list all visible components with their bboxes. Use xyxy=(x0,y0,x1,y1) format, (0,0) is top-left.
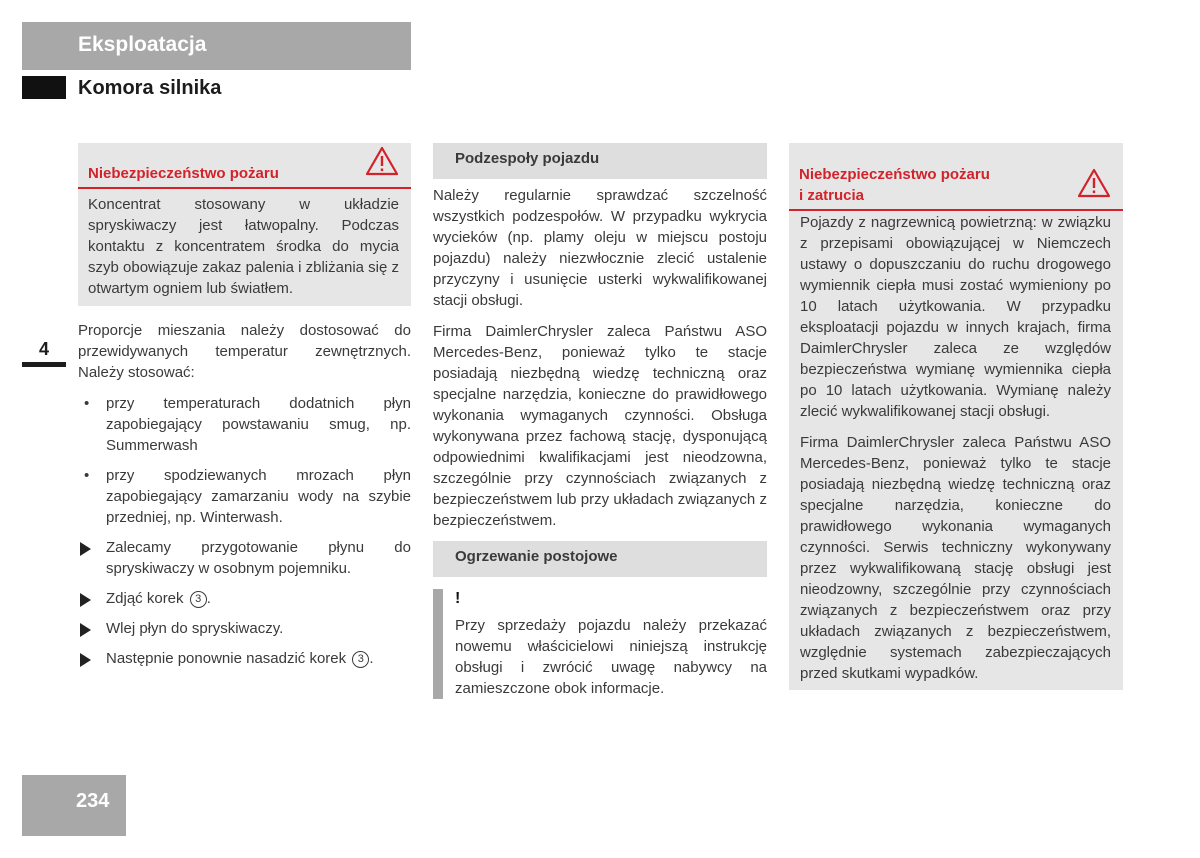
heat-exchanger-paragraph: Pojazdy z nagrzewnicą powietrzną: w związku z przepisami obowiązującej w Niemczech ustawy o dopuszczaniu do ruchu drogowego wymiennik ciepła musi zostać wymieniony po 10 latach użytkowania. W przypadku eksploatacji pojazdu w innych krajach, firma DaimlerChrysler zaleca ze względów bezpieczeństwa wymianę wymiennika ciepła po 10 latach użytkowania. Wymianę należy zlecić wykwalifikowanej stacji obsługi. xyxy=(800,214,1111,420)
warning-header xyxy=(78,143,411,189)
column-2 xyxy=(433,143,767,699)
warning-text: Koncentrat stosowany w układzie spryskiwaczy jest łatwopalny. Podczas kontaktu z koncentratem środka do mycia szyb obowiązuje zakaz palenia i zbliżania się z otwartym ogniem lub światłem. xyxy=(88,196,400,297)
reference-number: 3 xyxy=(190,591,207,608)
note-block xyxy=(433,589,767,699)
triangle-arrow-icon xyxy=(80,653,91,667)
section-title: Eksploatacja xyxy=(78,33,207,56)
step-item: Następnie ponownie nasadzić korek 3 . xyxy=(78,648,411,669)
aso-paragraph: Firma DaimlerChrysler zaleca Państwu ASO Mercedes-Benz, ponieważ tylko te stacje posiadają niezbędną wiedzę techniczną oraz specjalne narzędzia, konieczne do prawidłowego wykonania wymaganych czynności. Obsługa wykonywana przez fachową stację, dysponującą odpowiednimi kwalifikacjami jest nieodzowna, szczególnie przy czynnościach związanych z bezpieczeństwem lub przy układach związanych z bezpieczeństwem. xyxy=(433,323,767,529)
step-item: Wlej płyn do spryskiwaczy. xyxy=(78,618,411,639)
subsection-title: Komora silnika xyxy=(78,77,222,99)
page-number-box xyxy=(22,775,126,836)
exclamation-icon: ! xyxy=(455,590,461,607)
list-item: • przy spodziewanych mrozach płyn zapobiegający zamarzaniu wody na szybie przedniej, np. Winterwash. xyxy=(84,467,411,526)
list-item: • przy temperaturach dodatnich płyn zapobiegający powstawaniu smug, np. Summerwash xyxy=(84,395,411,454)
section-heading-components: Podzespoły pojazdu xyxy=(433,143,767,179)
warning-header xyxy=(789,143,1123,211)
subsection-marker xyxy=(22,76,66,99)
bullet-list xyxy=(78,393,411,669)
note-bar xyxy=(433,589,443,699)
reference-number: 3 xyxy=(352,651,369,668)
step-item: Zalecamy przygotowanie płynu do spryskiwaczy w osobnym pojemniku. xyxy=(78,537,411,579)
step-item: Zdjąć korek 3 . xyxy=(78,588,411,609)
chapter-tab: 4 xyxy=(22,336,66,367)
fire-poisoning-warning-box xyxy=(789,143,1123,690)
warning-triangle-icon xyxy=(1077,168,1111,209)
note-text: Przy sprzedaży pojazdu należy przekazać nowemu właścicielowi niniejszą instrukcję obsługi i zwrócić uwagę nabywcy na zamieszczone obok informacje. xyxy=(455,617,767,697)
triangle-arrow-icon xyxy=(80,542,91,556)
fire-warning-box xyxy=(78,143,411,306)
bullet-icon: • xyxy=(84,467,90,484)
section-heading-parking-heater: Ogrzewanie postojowe xyxy=(433,541,767,577)
column-3 xyxy=(789,143,1123,690)
warning-title: Niebezpieczeństwo pożaru xyxy=(88,165,279,182)
mixing-intro: Proporcje mieszania należy dostosować do przewidywanych temperatur zewnętrznych. Należy stosować: xyxy=(78,322,411,381)
aso-paragraph-2: Firma DaimlerChrysler zaleca Państwu ASO Mercedes-Benz, ponieważ tylko te stacje posiadają niezbędną wiedzę techniczną oraz specjalne narzędzia, konieczne do prawidłowego wykonania wymaganych czynności. Serwis techniczny wykonywany przez wykwalifikowaną stację obsługi jest nieodzowny, szczególnie przy czynnościach związanych z bezpieczeństwem oraz przy układach związanych z bezpieczeństwem, względnie systemach zabezpieczających przed skutkami wypadków. xyxy=(800,434,1111,682)
bullet-icon: • xyxy=(84,395,90,412)
triangle-arrow-icon xyxy=(80,623,91,637)
column-1 xyxy=(78,143,411,678)
components-paragraph: Należy regularnie sprawdzać szczelność wszystkich podzespołów. W przypadku wykrycia wycieków (np. plamy oleju w miejscu postoju pojazdu) należy niezwłocznie zlecić ustalenie przyczyny i usunięcie usterki wykwalifikowanej stacji obsługi. xyxy=(433,187,767,309)
warning-title: Niebezpieczeństwo pożaru i zatrucia xyxy=(799,166,990,204)
triangle-arrow-icon xyxy=(80,593,91,607)
warning-triangle-icon xyxy=(365,146,399,187)
page-number: 234 xyxy=(76,790,110,812)
